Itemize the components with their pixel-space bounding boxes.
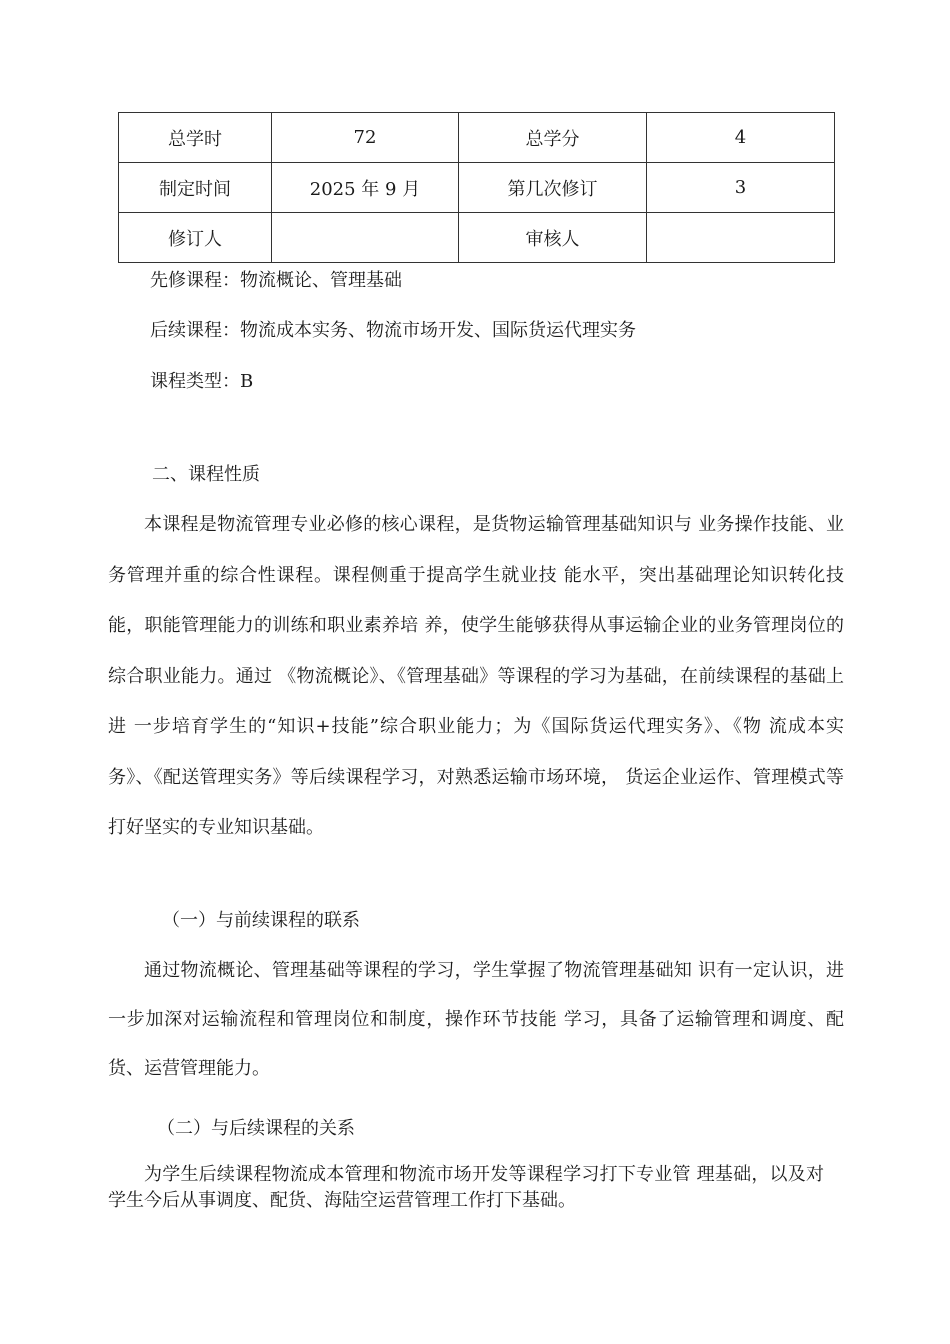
table-cell: 总学分 xyxy=(459,113,647,163)
table-cell xyxy=(647,213,835,263)
table-cell: 2025 年 9 月 xyxy=(272,163,459,213)
followup-courses: 后续课程：物流成本实务、物流市场开发、国际货运代理实务 xyxy=(150,320,636,341)
course-type: 课程类型：B xyxy=(150,371,254,392)
table-row xyxy=(119,113,835,163)
table-cell: 制定时间 xyxy=(119,163,272,213)
prior-courses-paragraph: 通过物流概论、管理基础等课程的学习，学生掌握了物流管理基础知 识有一定认识，进一步加深对运输流程和管理岗位和制度，操作环节技能 学习，具备了运输管理和调度、配货、运营管理能力。 xyxy=(108,960,844,1079)
course-nature-paragraph: 本课程是物流管理专业必修的核心课程，是货物运输管理基础知识与 业务操作技能、业务管理并重的综合性课程。课程侧重于提高学生就业技 能水平，突出基础理论知识转化技能，职能管理能力的训练和职业素养培 养，使学生能够获得从事运输企业的业务管理岗位的综合职业能力。通过 《物流概论》、《管理基础》等课程的学习为基础，在前续课程的基础上进 一步培育学生的“知识+技能”综合职业能力；为《国际货运代理实务》、《物 流成本实务》、《配送管理实务》等后续课程学习，对熟悉运输市场环境， 货运企业运作、管理模式等打好坚实的专业知识基础。 xyxy=(108,514,844,838)
table-cell xyxy=(272,213,459,263)
table-cell: 第几次修订 xyxy=(459,163,647,213)
table-row xyxy=(119,213,835,263)
subsection-title-later-courses: （二）与后续课程的关系 xyxy=(157,1118,355,1139)
table-cell: 修订人 xyxy=(119,213,272,263)
table-cell: 3 xyxy=(647,163,835,213)
prerequisite-courses: 先修课程：物流概论、管理基础 xyxy=(150,270,402,291)
section-title-course-nature: 二、课程性质 xyxy=(152,464,260,485)
table-cell: 总学时 xyxy=(119,113,272,163)
course-info-table xyxy=(118,112,835,263)
table-row xyxy=(119,163,835,213)
table-cell: 4 xyxy=(647,113,835,163)
subsection-title-prior-courses: （一）与前续课程的联系 xyxy=(162,910,360,931)
table-cell: 72 xyxy=(272,113,459,163)
later-courses-paragraph: 为学生后续课程物流成本管理和物流市场开发等课程学习打下专业管 理基础，以及对学生今后从事调度、配货、海陆空运营管理工作打下基础。 xyxy=(108,1164,824,1211)
table-cell: 审核人 xyxy=(459,213,647,263)
